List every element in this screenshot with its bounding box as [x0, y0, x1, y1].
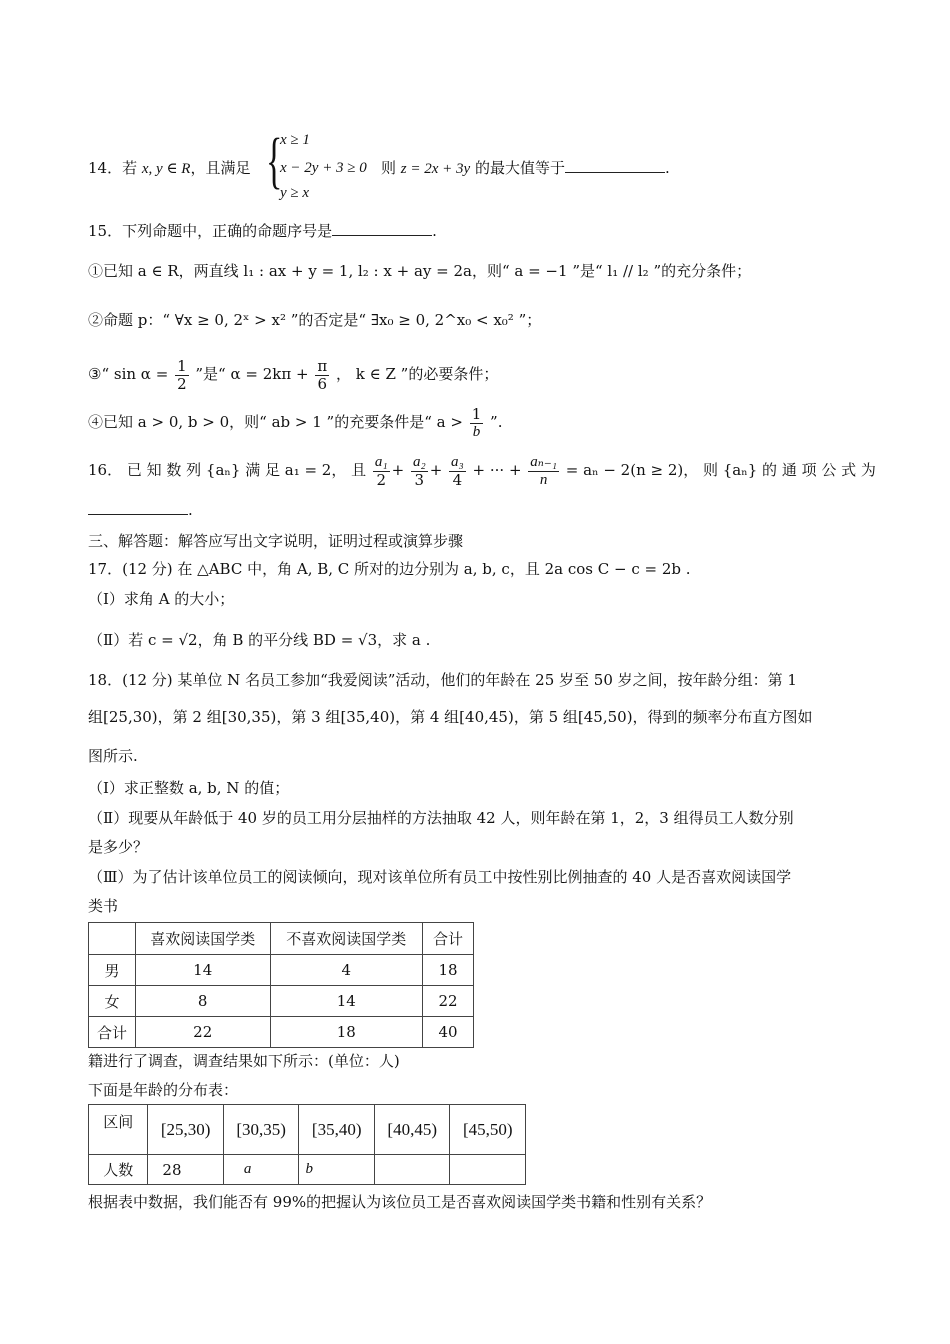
q14-tail: 的最大值等于 — [474, 159, 565, 177]
q18-part-3a: （Ⅲ）为了估计该单位员工的阅读倾向，现对该单位所有员工中按性别比例抽查的 40 人是否喜欢阅读国学 — [88, 868, 792, 886]
q14-pre: 若 — [122, 159, 138, 177]
q16-part-b: = aₙ − 2(n ≥ 2)， 则 {aₙ} 的 通 项 公 式 为 — [565, 461, 876, 479]
left-brace: { — [266, 127, 283, 195]
section-heading: 三、解答题：解答应写出文字说明，证明过程或演算步骤 — [88, 532, 464, 550]
q14-end: . — [665, 159, 670, 177]
q15-option-3 — [88, 354, 498, 394]
table-cell: 18 — [270, 1017, 423, 1048]
q16-part-a: 16． 已 知 数 列 {aₙ} 满 足 a₁ = 2， 且 — [88, 461, 367, 479]
q15-o3-part-c: ， k ∈ Z ”的必要条件； — [335, 365, 499, 383]
table-header-cell: 喜欢阅读国学类 — [135, 923, 270, 955]
q15-o3-part-b: ”是“ α = 2kπ + — [195, 365, 309, 383]
table-cell: 14 — [135, 955, 270, 986]
table-header-cell: [40,45) — [374, 1105, 450, 1155]
table-header-cell — [89, 923, 136, 955]
q15-stem: 15．下列命题中，正确的命题序号是 — [88, 222, 333, 240]
gender-reading-table — [88, 922, 474, 1048]
q17-stem: 17．(12 分) 在 △ABC 中，角 A, B, C 所对的边分别为 a, b, c，且 2a cos C − c = 2b . — [88, 560, 691, 578]
q15-end: . — [432, 222, 437, 240]
table-row — [89, 1155, 526, 1185]
fraction-an-1: $\frac{\text{aₙ₋₁}}{n}$ — [530, 453, 558, 488]
q15-o4-part-b: ”. — [490, 413, 503, 431]
q15-o4-part-a: ④已知 a > 0, b > 0，则“ ab > 1 ”的充要条件是“ a > — [88, 413, 463, 431]
table-cell: 男 — [89, 955, 136, 986]
q18-part-3b: 类书 — [88, 897, 119, 915]
table-header-cell: 区间 — [89, 1105, 148, 1155]
table-cell: 人数 — [89, 1155, 148, 1185]
fraction-a1: $\frac{\text{a₁}}{2}$ — [374, 453, 388, 489]
table-header-cell: [25,30) — [148, 1105, 224, 1155]
q16-dots: + ··· + — [472, 461, 522, 479]
q14-constraint-2: x − 2y + 3 ≥ 0 — [280, 160, 367, 176]
table-cell: 合计 — [89, 1017, 136, 1048]
q15-option-4 — [88, 402, 502, 442]
table-cell: 女 — [89, 986, 136, 1017]
fraction-one-over-b: $\frac{1}{b}$ — [471, 404, 482, 440]
fraction-pi-sixth: $\frac{\pi}{6}$ — [317, 356, 328, 393]
q18-part-2a: （Ⅱ）现要从年龄低于 40 岁的员工用分层抽样的方法抽取 42 人，则年龄在第 1，2，3 组得员工人数分别 — [88, 809, 794, 827]
table-cell: b — [299, 1155, 375, 1185]
q14-constraint-1: x ≥ 1 — [280, 132, 310, 148]
table-row — [89, 986, 474, 1017]
table-row — [89, 1017, 474, 1048]
table-cell: a — [223, 1155, 299, 1185]
answer-blank — [332, 221, 432, 236]
q18-line-3: 图所示. — [88, 747, 138, 765]
q15-option-2: ②命题 p：“ ∀x ≥ 0, 2ˣ > x² ”的否定是“ ∃x₀ ≥ 0, 2^x₀ < x₀² ”； — [88, 311, 542, 329]
table-row — [89, 955, 474, 986]
table-cell: 4 — [270, 955, 423, 986]
q14-number: 14． — [88, 159, 123, 177]
table-header-cell: [45,50) — [450, 1105, 526, 1155]
q18-part-2b: 是多少？ — [88, 838, 149, 856]
table-cell: 22 — [135, 1017, 270, 1048]
q14-mid: ，且满足 — [190, 159, 251, 177]
q18-line-2: 组[25,30)，第 2 组[30,35)，第 3 组[35,40)，第 4 组[40,45)，第 5 组[45,50)，得到的频率分布直方图如 — [88, 708, 813, 726]
q14-then: 则 — [381, 159, 397, 177]
q14-vars: x, y ∈ R — [141, 161, 191, 177]
q18-part-1: （Ⅰ）求正整数 a, b, N 的值； — [88, 779, 290, 797]
table-header-row — [89, 1105, 526, 1155]
q14-expr: z = 2x + 3y — [400, 161, 471, 177]
table-header-cell: [35,40) — [299, 1105, 375, 1155]
table-cell: 18 — [423, 955, 474, 986]
table-cell: 14 — [270, 986, 423, 1017]
table-header-cell: 合计 — [423, 923, 474, 955]
q18-dist-caption: 下面是年龄的分布表： — [88, 1081, 239, 1099]
answer-blank — [88, 500, 188, 515]
age-distribution-table — [88, 1104, 526, 1185]
fraction-one-half: $\frac{1}{2}$ — [177, 356, 187, 393]
q17-part-1: （Ⅰ）求角 A 的大小； — [88, 590, 235, 608]
fraction-a3: $\frac{\text{a₃}}{4}$ — [451, 453, 464, 489]
table-cell — [450, 1155, 526, 1185]
q15-o3-part-a: ③“ sin α = — [88, 365, 169, 383]
q18-after-table: 籍进行了调查，调查结果如下所示：(单位：人) — [88, 1052, 400, 1070]
q17-part-2: （Ⅱ）若 c = √2，角 B 的平分线 BD = √3，求 a . — [88, 631, 431, 649]
table-cell: 40 — [423, 1017, 474, 1048]
answer-blank — [565, 158, 665, 173]
table-header-cell: [30,35) — [223, 1105, 299, 1155]
q16-end: . — [188, 501, 193, 519]
q18-final: 根据表中数据，我们能否有 99%的把握认为该位员工是否喜欢阅读国学类书籍和性别有关系？ — [88, 1193, 712, 1211]
table-cell — [374, 1155, 450, 1185]
table-cell: 28 — [148, 1155, 224, 1185]
table-header-cell: 不喜欢阅读国学类 — [270, 923, 423, 955]
q15-option-1: ①已知 a ∈ R，两直线 l₁ : ax + y = 1, l₂ : x + ay = 2a，则“ a = −1 ”是“ l₁ // l₂ ”的充分条件； — [88, 262, 752, 280]
q14-constraint-3: y ≥ x — [280, 185, 310, 201]
q18-line-1: 18．(12 分) 某单位 N 名员工参加“我爱阅读”活动，他们的年龄在 25 岁至 50 岁之间，按年龄分组：第 1 — [88, 671, 797, 689]
table-header-row — [89, 923, 474, 955]
fraction-a2: $\frac{\text{a₂}}{3}$ — [412, 453, 426, 489]
table-cell: 22 — [423, 986, 474, 1017]
table-cell: 8 — [135, 986, 270, 1017]
